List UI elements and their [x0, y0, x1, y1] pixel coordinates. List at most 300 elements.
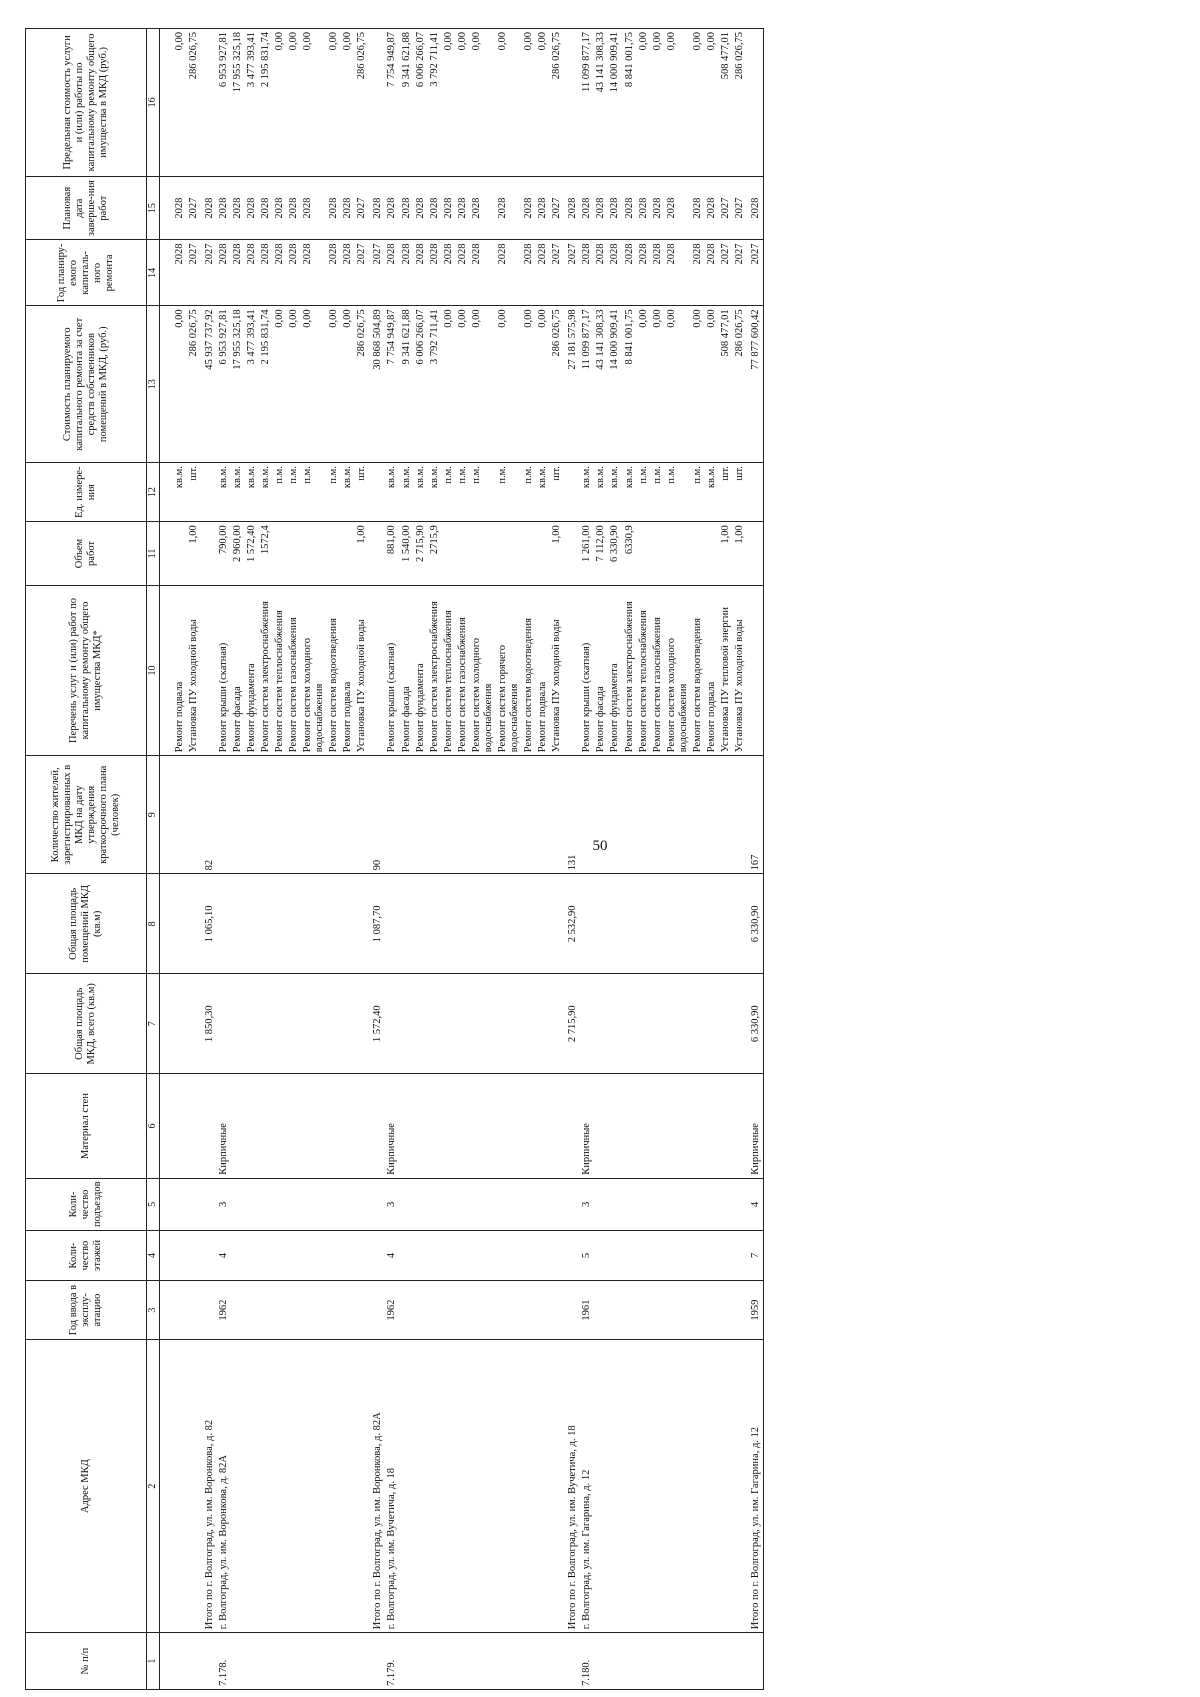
cell-col-13: [231, 306, 245, 463]
cell-col-5: [428, 1178, 442, 1230]
cell-text: 2028: [414, 197, 426, 219]
cell-col-8: [580, 874, 594, 974]
cell-col-13: [259, 306, 273, 463]
cell-col-8: [187, 874, 201, 974]
cell-text: 3 792 711,41: [428, 32, 440, 87]
cell-col-15: [428, 176, 442, 240]
cell-text: 2027: [750, 243, 762, 265]
cell-col-6: [201, 1074, 217, 1179]
cell-col-14: [564, 240, 580, 306]
cell-col-5: [522, 1178, 536, 1230]
cell-col-14: [385, 240, 399, 306]
cell-text: 7 112,00: [595, 525, 607, 562]
cell-col-3: [651, 1281, 665, 1340]
cell-text: 11 099 877,17: [581, 309, 593, 370]
cell-text: 14 000 909,41: [609, 309, 621, 370]
cell-col-7: [580, 974, 594, 1074]
cell-text: 2028: [328, 197, 340, 219]
cell-col-7: [705, 974, 719, 1074]
cell-text: 1,00: [187, 525, 199, 544]
cell-col-12: [536, 463, 550, 522]
cell-text: кв.м.: [400, 466, 412, 489]
cell-col-5: [159, 1178, 187, 1230]
cell-col-6: [400, 1074, 414, 1179]
cell-col-3: [594, 1281, 608, 1340]
cell-col-14: [580, 240, 594, 306]
cell-text: 286 026,75: [356, 309, 368, 357]
cell-text: 30 868 504,89: [372, 309, 384, 370]
cell-col-15: [719, 176, 733, 240]
cell-col-9: [245, 756, 259, 874]
cell-text: кв.м.: [342, 466, 354, 489]
cell-col-12: [747, 463, 764, 522]
cell-text: 9 341 621,88: [400, 32, 412, 88]
cell-col-7: [428, 974, 442, 1074]
cell-col-10: [594, 585, 608, 755]
cell-col-10: [637, 585, 651, 755]
cell-col-15: [536, 176, 550, 240]
cell-col-1: [442, 1633, 456, 1690]
cell-text: 0,00: [173, 309, 185, 328]
cell-text: 2028: [273, 243, 285, 265]
cell-col-8: [496, 874, 522, 974]
cell-col-10: [355, 585, 369, 755]
cell-col-1: [733, 1633, 747, 1690]
cell-col-8: [341, 874, 355, 974]
cell-col-6: [608, 1074, 622, 1179]
cell-col-5: [564, 1178, 580, 1230]
cell-col-13: [201, 306, 217, 463]
cell-text: 2028: [302, 197, 314, 219]
cell-col-15: [369, 176, 385, 240]
cell-col-3: [623, 1281, 637, 1340]
cell-col-5: [536, 1178, 550, 1230]
cell-text: 2027: [356, 197, 368, 219]
cell-col-13: [245, 306, 259, 463]
cell-text: шт.: [734, 466, 745, 481]
table-row: [522, 29, 536, 1690]
cell-text: 43 141 308,33: [595, 309, 607, 370]
cell-col-11: [564, 522, 580, 586]
cell-text: 0,00: [288, 309, 299, 328]
cell-col-10: [187, 585, 201, 755]
cell-col-16: [564, 29, 580, 177]
cell-col-7: [456, 974, 470, 1074]
cell-col-16: [665, 29, 691, 177]
cell-col-5: [273, 1178, 287, 1230]
cell-col-2: [594, 1340, 608, 1633]
cell-text: п.м.: [456, 466, 468, 484]
cell-text: 1 087,70: [372, 905, 384, 943]
table-row: [301, 29, 327, 1690]
cell-col-14: [550, 240, 564, 306]
cell-col-12: [580, 463, 594, 522]
cell-col-14: [369, 240, 385, 306]
cell-text: п.м.: [470, 466, 482, 484]
cell-col-1: [623, 1633, 637, 1690]
cell-col-13: [719, 306, 733, 463]
cell-col-5: [201, 1178, 217, 1230]
cell-col-1: [231, 1633, 245, 1690]
table-row: [287, 29, 301, 1690]
cell-text: 2028: [288, 197, 299, 219]
cell-col-2: [719, 1340, 733, 1633]
cell-col-6: [637, 1074, 651, 1179]
cell-col-6: [187, 1074, 201, 1179]
cell-col-14: [301, 240, 327, 306]
cell-col-10: [536, 585, 550, 755]
cell-text: п.м.: [637, 466, 649, 484]
cell-text: 0,00: [691, 309, 703, 328]
cell-col-6: [733, 1074, 747, 1179]
cell-text: Ремонт систем холодного водоснабжения: [302, 638, 326, 753]
cell-col-8: [273, 874, 287, 974]
cell-col-11: [301, 522, 327, 586]
col-number: 10: [147, 585, 160, 755]
cell-col-5: [369, 1178, 385, 1230]
cell-text: 2028: [581, 243, 593, 265]
cell-col-9: [496, 756, 522, 874]
cell-text: Ремонт систем электроснабжения: [428, 601, 440, 753]
cell-text: 2 960,00: [231, 525, 243, 562]
cell-text: 0,00: [470, 32, 482, 51]
cell-col-9: [456, 756, 470, 874]
cell-text: 2028: [414, 243, 426, 265]
cell-col-7: [651, 974, 665, 1074]
cell-col-14: [651, 240, 665, 306]
cell-col-9: [385, 756, 399, 874]
cell-col-15: [456, 176, 470, 240]
cell-text: 7: [750, 1252, 762, 1259]
cell-col-6: [456, 1074, 470, 1179]
cell-col-2: [287, 1340, 301, 1633]
cell-text: 45 937 737,92: [203, 309, 215, 370]
cell-col-8: [355, 874, 369, 974]
cell-text: 4: [217, 1252, 229, 1259]
cell-col-3: [400, 1281, 414, 1340]
cell-col-2: [301, 1340, 327, 1633]
cell-text: 3: [386, 1201, 398, 1208]
cell-col-2: [428, 1340, 442, 1633]
cell-text: 2028: [637, 197, 649, 219]
house-row: [385, 29, 399, 1690]
cell-col-6: [442, 1074, 456, 1179]
cell-col-1: [414, 1633, 428, 1690]
cell-col-14: [159, 240, 187, 306]
cell-text: 131: [567, 854, 579, 871]
table-row: [608, 29, 622, 1690]
cell-col-15: [522, 176, 536, 240]
cell-col-10: [522, 585, 536, 755]
cell-col-13: [637, 306, 651, 463]
cell-text: г. Волгоград, ул. им. Вучетича, д. 18: [386, 1468, 398, 1630]
page-number: 50: [592, 838, 608, 854]
cell-text: Ремонт систем теплоснабжения: [442, 610, 454, 753]
cell-col-1: [385, 1633, 399, 1690]
cell-col-3: [719, 1281, 733, 1340]
cell-col-10: [705, 585, 719, 755]
cell-text: 11 099 877,17: [581, 32, 593, 92]
cell-col-2: [187, 1340, 201, 1633]
cell-col-5: [231, 1178, 245, 1230]
cell-col-11: [594, 522, 608, 586]
table-row: [623, 29, 637, 1690]
cell-text: Итого по г. Волгоград, ул. им. Гагарина, д. 12: [750, 1426, 762, 1630]
cell-col-9: [747, 756, 764, 874]
cell-col-9: [623, 756, 637, 874]
cell-text: кв.м.: [231, 466, 243, 489]
cell-col-12: [217, 463, 231, 522]
cell-text: п.м.: [302, 466, 314, 484]
cell-text: 2028: [705, 243, 717, 265]
cell-col-4: [428, 1231, 442, 1281]
cell-col-11: [287, 522, 301, 586]
cell-col-5: [719, 1178, 733, 1230]
cell-col-9: [651, 756, 665, 874]
cell-col-16: [187, 29, 201, 177]
cell-col-12: [719, 463, 733, 522]
cell-col-2: [231, 1340, 245, 1633]
cell-col-5: [608, 1178, 622, 1230]
cell-col-9: [369, 756, 385, 874]
cell-col-6: [550, 1074, 564, 1179]
cell-col-11: [201, 522, 217, 586]
cell-col-13: [580, 306, 594, 463]
cell-col-8: [159, 874, 187, 974]
cell-text: кв.м.: [537, 466, 549, 489]
cell-col-2: [623, 1340, 637, 1633]
cell-col-12: [369, 463, 385, 522]
cell-text: 0,00: [456, 309, 468, 328]
cell-col-15: [385, 176, 399, 240]
cell-text: 77 877 600,42: [750, 309, 762, 370]
cell-col-13: [273, 306, 287, 463]
cell-col-2: [159, 1340, 187, 1633]
cell-col-12: [651, 463, 665, 522]
cell-col-10: [691, 585, 705, 755]
cell-col-14: [442, 240, 456, 306]
table-row: [665, 29, 691, 1690]
cell-col-14: [259, 240, 273, 306]
cell-text: 3 477 393,41: [245, 32, 257, 88]
cell-col-1: [187, 1633, 201, 1690]
cell-col-10: [245, 585, 259, 755]
cell-col-8: [705, 874, 719, 974]
cell-col-3: [456, 1281, 470, 1340]
cell-text: 2028: [523, 243, 535, 265]
cell-col-12: [691, 463, 705, 522]
cell-text: 0,00: [651, 309, 663, 328]
cell-text: 2027: [719, 197, 731, 219]
cell-col-12: [187, 463, 201, 522]
cell-text: 2 532,90: [567, 905, 579, 943]
cell-col-11: [327, 522, 341, 586]
cell-text: Ремонт систем электроснабжения: [623, 601, 635, 753]
cell-col-3: [536, 1281, 550, 1340]
cell-text: 0,00: [651, 32, 663, 51]
cell-text: шт.: [551, 466, 563, 481]
cell-col-10: [665, 585, 691, 755]
cell-col-12: [327, 463, 341, 522]
cell-text: 2028: [245, 243, 257, 265]
cell-text: Ремонт фасада: [595, 686, 607, 753]
cell-col-12: [159, 463, 187, 522]
cell-text: п.м.: [665, 466, 677, 484]
cell-text: 2028: [609, 197, 621, 219]
cell-col-1: [301, 1633, 327, 1690]
cell-col-12: [355, 463, 369, 522]
cell-text: 0,00: [302, 309, 314, 328]
cell-text: 0,00: [665, 32, 677, 51]
house-row: [580, 29, 594, 1690]
cell-text: 0,00: [523, 32, 535, 51]
cell-col-8: [691, 874, 705, 974]
cell-col-5: [623, 1178, 637, 1230]
cell-col-1: [637, 1633, 651, 1690]
cell-col-1: [651, 1633, 665, 1690]
cell-text: 0,00: [523, 309, 535, 328]
cell-col-10: [470, 585, 496, 755]
cell-col-7: [287, 974, 301, 1074]
cell-col-8: [623, 874, 637, 974]
cell-col-4: [273, 1231, 287, 1281]
cell-text: 2 715,90: [414, 525, 426, 562]
cell-text: Кирпичные: [217, 1123, 229, 1175]
cell-col-4: [651, 1231, 665, 1281]
cell-col-3: [201, 1281, 217, 1340]
table-row: [456, 29, 470, 1690]
cell-col-12: [301, 463, 327, 522]
cell-col-2: [580, 1340, 594, 1633]
cell-text: 0,00: [665, 309, 677, 328]
cell-col-13: [536, 306, 550, 463]
cell-col-4: [665, 1231, 691, 1281]
cell-text: Итого по г. Волгоград, ул. им. Воронкова, д. 82: [203, 1419, 215, 1630]
cell-col-11: [159, 522, 187, 586]
cell-col-4: [608, 1231, 622, 1281]
cell-col-14: [691, 240, 705, 306]
cell-col-13: [470, 306, 496, 463]
cell-col-8: [522, 874, 536, 974]
cell-col-7: [470, 974, 496, 1074]
table-row: [691, 29, 705, 1690]
cell-col-12: [470, 463, 496, 522]
cell-col-3: [355, 1281, 369, 1340]
cell-col-7: [536, 974, 550, 1074]
cell-col-16: [456, 29, 470, 177]
table-row: [355, 29, 369, 1690]
cell-col-11: [217, 522, 231, 586]
cell-col-14: [623, 240, 637, 306]
cell-col-15: [287, 176, 301, 240]
cell-col-3: [159, 1281, 187, 1340]
cell-col-16: [201, 29, 217, 177]
cell-col-11: [369, 522, 385, 586]
cell-col-8: [665, 874, 691, 974]
cell-col-4: [536, 1231, 550, 1281]
cell-text: п.м.: [523, 466, 535, 484]
cell-text: 2028: [456, 243, 468, 265]
cell-text: 1,00: [734, 525, 745, 544]
cell-text: п.м.: [496, 466, 508, 484]
cell-text: Ремонт фундамента: [414, 663, 426, 753]
cell-col-6: [536, 1074, 550, 1179]
cell-col-3: [187, 1281, 201, 1340]
cell-col-14: [414, 240, 428, 306]
cell-col-15: [470, 176, 496, 240]
cell-col-8: [536, 874, 550, 974]
cell-col-6: [287, 1074, 301, 1179]
cell-col-5: [550, 1178, 564, 1230]
cell-col-9: [705, 756, 719, 874]
col-header: Год ввода в эксплу-атацию: [26, 1281, 147, 1340]
cell-col-12: [400, 463, 414, 522]
cell-text: 3 477 393,41: [245, 309, 257, 365]
col-number: 2: [147, 1340, 160, 1633]
cell-text: 2027: [551, 243, 563, 265]
cell-col-15: [355, 176, 369, 240]
cell-text: 4: [386, 1252, 398, 1259]
cell-col-15: [414, 176, 428, 240]
col-header: Адрес МКД: [26, 1340, 147, 1633]
cell-col-4: [400, 1231, 414, 1281]
cell-col-13: [414, 306, 428, 463]
cell-col-4: [705, 1231, 719, 1281]
cell-col-13: [301, 306, 327, 463]
cell-col-12: [259, 463, 273, 522]
cell-text: 2028: [217, 243, 229, 265]
cell-col-7: [594, 974, 608, 1074]
cell-text: 0,00: [302, 32, 314, 51]
cell-col-4: [187, 1231, 201, 1281]
col-header: Предельная стоимость услуги и (или) работы по капитальному ремонту общего имущества в МКД (руб.): [26, 29, 147, 177]
cell-col-13: [594, 306, 608, 463]
cell-col-12: [594, 463, 608, 522]
cell-col-14: [733, 240, 747, 306]
cell-col-11: [245, 522, 259, 586]
cell-col-6: [564, 1074, 580, 1179]
cell-text: 1961: [581, 1299, 593, 1321]
cell-col-14: [201, 240, 217, 306]
cell-col-16: [637, 29, 651, 177]
cell-col-16: [231, 29, 245, 177]
cell-col-5: [637, 1178, 651, 1230]
cell-col-3: [747, 1281, 764, 1340]
cell-text: Итого по г. Волгоград, ул. им. Воронкова, д. 82А: [372, 1412, 384, 1630]
cell-text: шт.: [719, 466, 731, 481]
cell-text: 7 754 949,87: [386, 309, 398, 365]
col-header: Количество жителей, зарегистрированных в МКД на дату утверждения краткосрочного плана (человек): [26, 756, 147, 874]
cell-col-4: [231, 1231, 245, 1281]
cell-col-9: [550, 756, 564, 874]
cell-col-16: [705, 29, 719, 177]
cell-text: 43 141 308,33: [595, 32, 607, 93]
cell-col-7: [623, 974, 637, 1074]
cell-col-1: [564, 1633, 580, 1690]
cell-text: кв.м.: [245, 466, 257, 489]
cell-text: 286 026,75: [187, 32, 199, 80]
cell-text: 2027: [356, 243, 368, 265]
cell-col-10: [231, 585, 245, 755]
cell-col-6: [301, 1074, 327, 1179]
cell-text: 2028: [342, 243, 354, 265]
col-number: 15: [147, 176, 160, 240]
cell-col-6: [355, 1074, 369, 1179]
cell-text: кв.м.: [414, 466, 426, 489]
cell-col-1: [747, 1633, 764, 1690]
cell-text: 0,00: [442, 309, 454, 328]
cell-col-5: [341, 1178, 355, 1230]
